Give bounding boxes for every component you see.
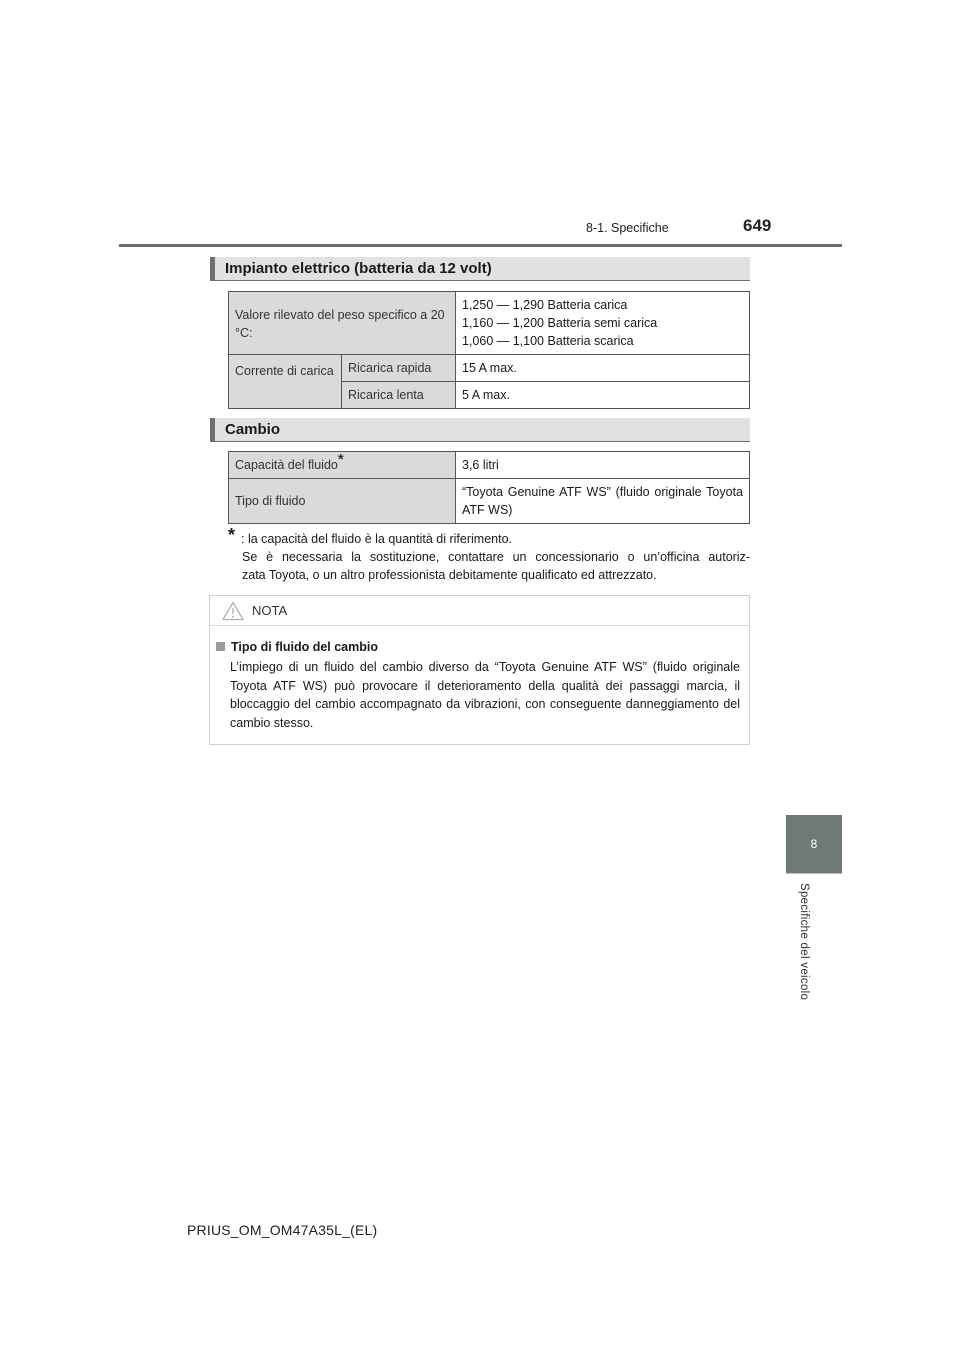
specific-gravity-value: 1,160 — 1,200 Batteria semi carica	[462, 316, 658, 330]
chapter-tab-divider	[786, 873, 842, 874]
fluid-capacity-value: 3,6 litri	[456, 452, 750, 479]
page-number: 649	[743, 216, 772, 235]
notice-body: L’impiego di un fluido del cambio diverso da “Toyota Genuine ATF WS” (fluido originale Toyota ATF WS) può provocare il deterioramento della qualità dei passaggi marcia, il bloccaggio del cambio accompagnato da vibrazioni, con conseguente danneggiamento del cambio stesso.	[230, 660, 740, 730]
footnote-line: : la capacità del fluido è la quantità di riferimento.	[241, 532, 512, 546]
slow-charge-label: Ricarica lenta	[342, 382, 456, 409]
specific-gravity-value: 1,250 — 1,290 Batteria carica	[462, 298, 628, 312]
section-heading-electrical	[210, 257, 750, 281]
footnote-marker: *	[228, 525, 236, 545]
fast-charge-value: 15 A max.	[456, 355, 750, 382]
transmission-spec-table	[228, 451, 750, 524]
footnote-marker: *	[337, 450, 344, 468]
specific-gravity-label: Valore rilevato del peso specifico a 20 °C:	[229, 292, 456, 355]
fluid-capacity-label: Capacità del fluido*	[229, 452, 456, 479]
specific-gravity-values	[456, 292, 750, 355]
square-bullet-icon	[216, 642, 225, 651]
fast-charge-label: Ricarica rapida	[342, 355, 456, 382]
specific-gravity-value: 1,060 — 1,100 Batteria scarica	[462, 334, 634, 348]
charge-current-label: Corrente di carica	[229, 355, 342, 409]
section-heading-text: Cambio	[225, 421, 281, 438]
table-row	[229, 479, 750, 524]
footnote-line: zata Toyota, o un altro professionista debitamente qualificato ed attrezzato.	[242, 568, 657, 582]
fluid-type-value: “Toyota Genuine ATF WS” (fluido originale Toyota ATF WS)	[456, 479, 750, 524]
notice-box	[209, 595, 750, 745]
chapter-tab[interactable]	[786, 815, 842, 873]
notice-title: NOTA	[252, 603, 288, 618]
slow-charge-value: 5 A max.	[456, 382, 750, 409]
document-code: PRIUS_OM_OM47A35L_(EL)	[187, 1222, 378, 1238]
table-row	[229, 452, 750, 479]
table-row	[229, 355, 750, 382]
fluid-type-label: Tipo di fluido	[229, 479, 456, 524]
warning-triangle-icon	[222, 601, 244, 621]
chapter-title: Specifiche del veicolo	[798, 883, 810, 1001]
notice-header	[210, 596, 749, 626]
table-row	[229, 292, 750, 355]
section-title: 8-1. Specifiche	[586, 221, 669, 235]
section-heading-text: Impianto elettrico (batteria da 12 volt)	[225, 260, 492, 277]
header-rule	[119, 244, 842, 247]
electrical-spec-table	[228, 291, 750, 409]
notice-subheading: Tipo di fluido del cambio	[216, 640, 378, 654]
chapter-number: 8	[810, 837, 818, 851]
section-heading-transmission	[210, 418, 750, 442]
footnote-line: Se è necessaria la sostituzione, contattare un concessionario o un’officina autoriz-	[242, 550, 750, 564]
